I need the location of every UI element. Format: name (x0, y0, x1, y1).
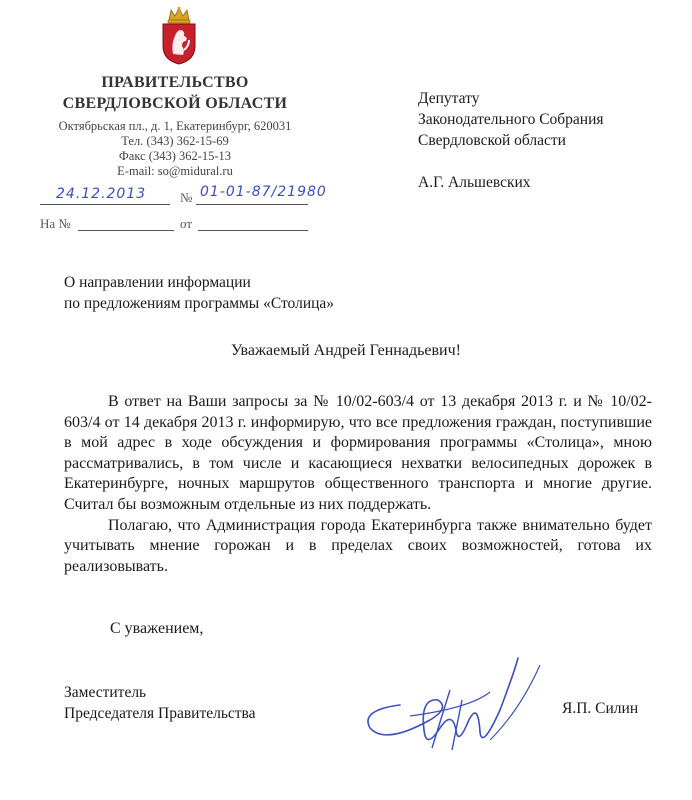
subject-line1: О направлении информации (64, 274, 251, 291)
subject-block (64, 272, 334, 314)
salutation: Уважаемый Андрей Геннадьевич! (231, 342, 461, 359)
coat-of-arms-emblem (155, 6, 203, 66)
signer-position (64, 682, 256, 724)
registration-date: 24.12.2013 (56, 186, 147, 202)
org-fax: Факс (343) 362-15-13 (118, 149, 232, 163)
closing: С уважением, (110, 620, 204, 637)
recipient-line3: Свердловской области (418, 132, 566, 149)
signer-position-line1: Заместитель (64, 684, 147, 701)
reference-number-label: На № (40, 216, 71, 231)
org-email: E-mail: so@midural.ru (117, 164, 233, 178)
number-underline (196, 204, 308, 205)
body-paragraph-1: В ответ на Ваши запросы за № 10/02-603/4 от 13 декабря 2013 г. и № 10/02-603/4 от 14 декабря 2013 г. информирую, что все предложения граждан, поступившие в мой адрес в ходе обсуждения и формирования программы «Столица», мною рассматривались, в том числе и касающиеся нехватки велосипедных дорожек в Екатеринбурге, ночных маршрутов общественного транспорта и многие другие. Считал бы возможным отдельные из них поддержать. (64, 393, 652, 513)
reference-date-label: от (180, 216, 193, 231)
recipient-name: А.Г. Альшевских (418, 174, 531, 191)
org-address: Октябрьская пл., д. 1, Екатеринбург, 620031 (58, 119, 292, 133)
org-name-line2: СВЕРДЛОВСКОЙ ОБЛАСТИ (62, 95, 288, 112)
org-phone: Тел. (343) 362-15-69 (121, 134, 229, 148)
recipient-line2: Законодательного Собрания (418, 111, 604, 128)
handwritten-signature (340, 650, 570, 770)
date-underline (40, 204, 170, 205)
org-name-line1: ПРАВИТЕЛЬСТВО (101, 74, 249, 91)
letter-body (64, 392, 652, 577)
recipient-block (418, 88, 604, 193)
signer-position-line2: Председателя Правительства (64, 705, 256, 722)
recipient-line1: Депутату (418, 90, 480, 107)
body-paragraph-2: Полагаю, что Администрация города Екатеринбурга также внимательно будет учитывать мнение горожан и в пределах своих возможностей, готова их реализовывать. (64, 516, 652, 575)
registration-number-label: № (180, 190, 193, 205)
reference-number-underline (78, 230, 174, 231)
signer-name: Я.П. Силин (562, 700, 639, 717)
reference-date-underline (198, 230, 308, 231)
subject-line2: по предложениям программы «Столица» (64, 295, 335, 312)
registration-number: 01-01-87/21980 (200, 184, 327, 200)
